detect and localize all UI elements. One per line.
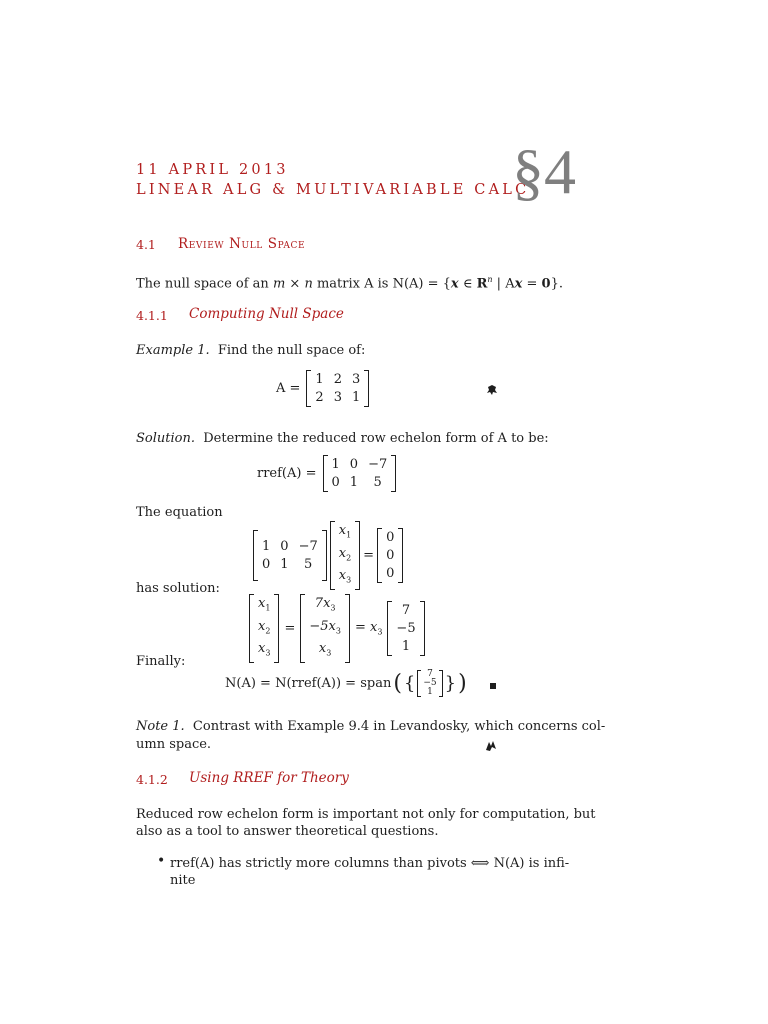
has-solution-label: has solution:	[136, 581, 220, 596]
section-number: 4.1	[136, 237, 156, 252]
rref-matrix-eq: 1 0 −7 0 1 5	[253, 530, 327, 581]
header-date: 11 APRIL 2013	[136, 162, 289, 178]
subsection-title-2: Using RREF for Theory	[189, 770, 349, 786]
qed-square-icon	[490, 683, 496, 689]
subsection-number-2: 4.1.2	[136, 772, 168, 787]
spade-mark-icon	[486, 384, 498, 399]
matrix-A: 1 2 3 2 3 1	[306, 370, 369, 407]
null-space-definition: The null space of an m × n matrix A is N(A) = {x ∈ $R^n$ | Ax = 0}.	[136, 275, 563, 292]
chapter-number: §4	[512, 136, 576, 207]
note-line-1: Note 1. Contrast with Example 9.4 in Levandosky, which concerns col-	[136, 719, 606, 734]
null-space-span: N(A) = N(rref(A)) = span ( { 7 −5 1 } )	[225, 669, 467, 697]
header-course: LINEAR ALG & MULTIVARIABLE CALC	[136, 182, 530, 198]
bullet-item-line-1: rref(A) has strictly more columns than pivots ⟺ N(A) is infi-	[170, 856, 570, 871]
note-line-2: umn space.	[136, 737, 212, 752]
example-statement: Example 1. Find the null space of:	[136, 343, 366, 358]
x-vector: $x_1$ $x_2$ $x_3$	[330, 521, 360, 590]
rref-matrix: 1 0 −7 0 1 5	[323, 455, 397, 492]
note-mark-icon	[485, 740, 497, 755]
finally-label: Finally:	[136, 654, 186, 669]
section-title: Review Null Space	[178, 236, 306, 252]
matrix-A-equation: A = 1 2 3 2 3 1	[276, 370, 369, 407]
bullet-item-line-2: nite	[170, 873, 196, 888]
theory-paragraph-line-2: also as a tool to answer theoretical questions.	[136, 824, 439, 839]
solution-vector-equation: $x_1$ $x_2$ $x_3$ = $7x_3$ $-5x_3$ $x_3$ = $x_3$ 7 −5 1	[249, 594, 425, 663]
equation-intro: The equation	[136, 505, 223, 520]
homogeneous-equation: 1 0 −7 0 1 5 $x_1$ $x_2$ $x_3$ = 0 0 0	[253, 521, 403, 590]
param-vector: $7x_3$ $-5x_3$ $x_3$	[300, 594, 350, 663]
subsection-title-1: Computing Null Space	[189, 306, 344, 322]
subsection-number-1: 4.1.1	[136, 308, 168, 323]
solution-statement: Solution. Determine the reduced row echelon form of A to be:	[136, 431, 549, 446]
span-vector: 7 −5 1	[417, 670, 442, 697]
x-vector-2: $x_1$ $x_2$ $x_3$	[249, 594, 279, 663]
bullet-icon: •	[157, 853, 166, 869]
zero-vector: 0 0 0	[377, 528, 403, 583]
basis-vector: 7 −5 1	[387, 601, 424, 656]
rref-equation: rref(A) = 1 0 −7 0 1 5	[257, 455, 396, 492]
theory-paragraph-line-1: Reduced row echelon form is important not only for computation, but	[136, 807, 596, 822]
